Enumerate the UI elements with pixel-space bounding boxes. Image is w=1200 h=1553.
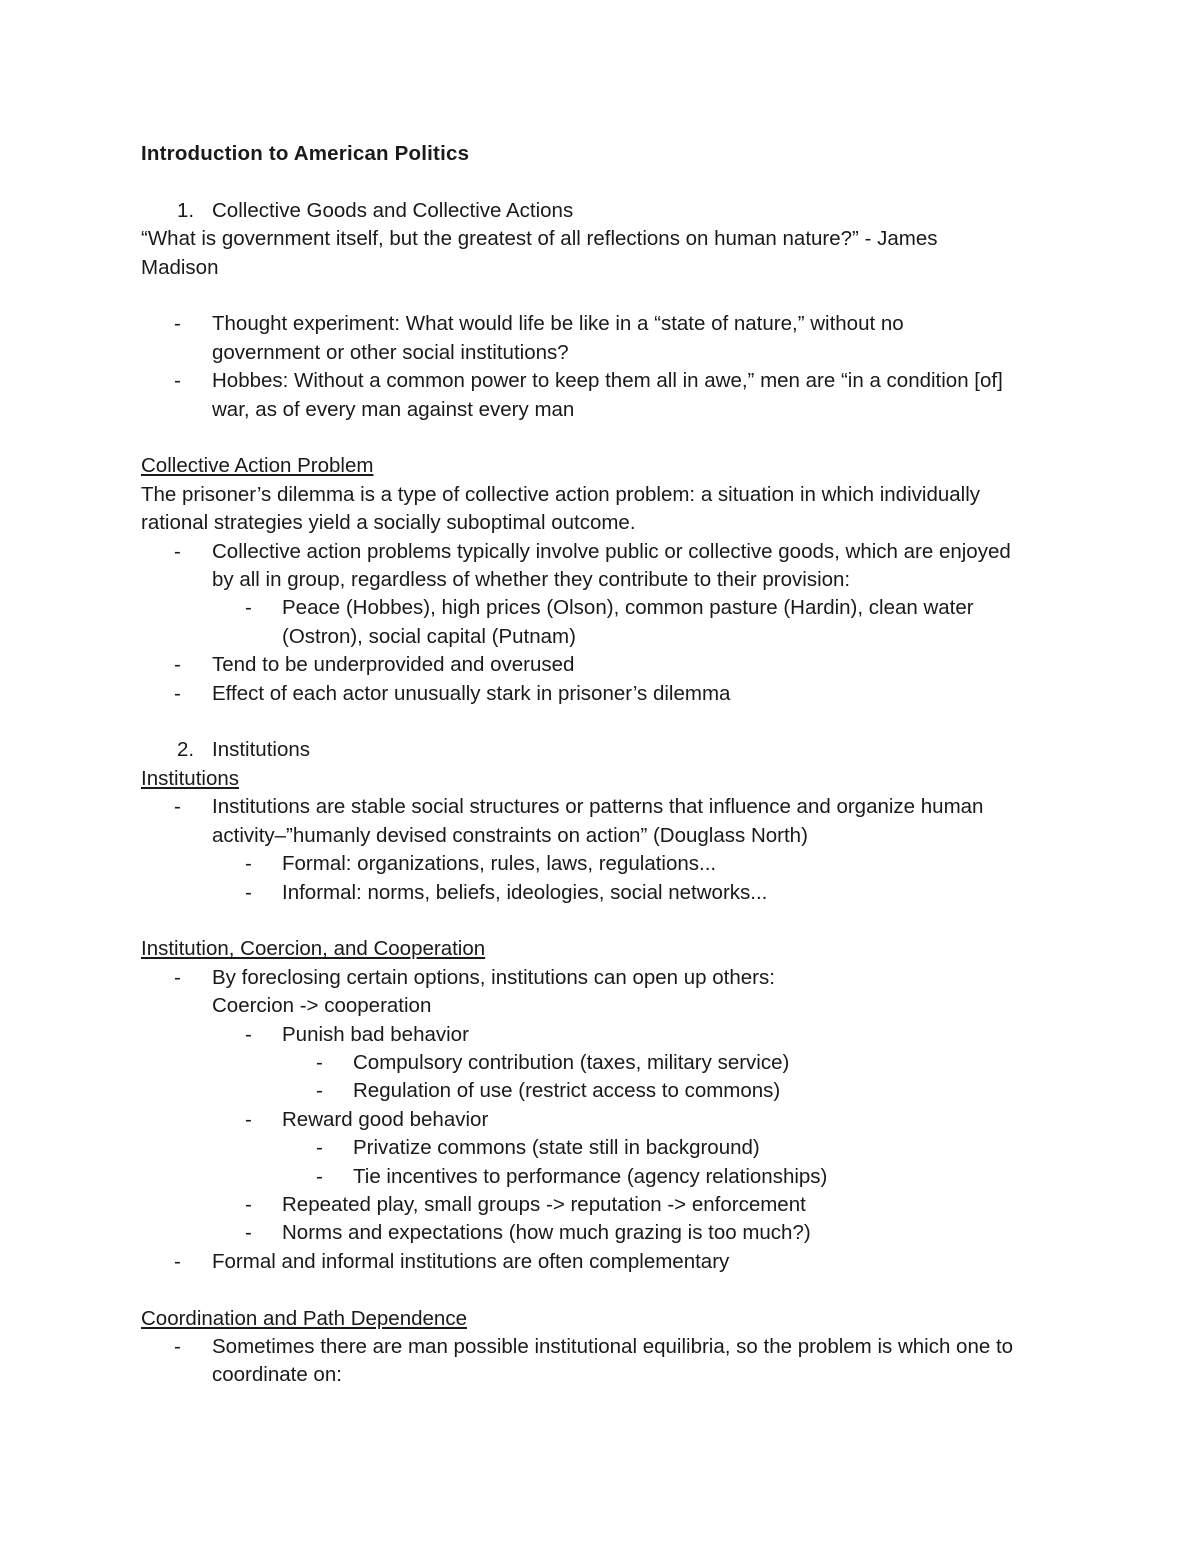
bullet-text-continued: war, as of every man against every man [212,397,575,421]
document-title: Introduction to American Politics [141,142,470,165]
bullet-text-continued: coordinate on: [212,1363,342,1387]
bullet-dash: - [174,795,181,819]
paragraph-line: The prisoner’s dilemma is a type of collective action problem: a situation in which individually [141,482,981,506]
bullet-dash: - [245,1107,252,1131]
bullet-text: Informal: norms, beliefs, ideologies, social networks... [282,880,768,904]
sub-bullet-item [141,1106,1081,1134]
bullet-dash: - [245,596,252,620]
sub-bullet-item [141,850,1081,878]
bullet-text: Tie incentives to performance (agency relationships) [353,1164,828,1188]
spacer [141,282,1081,310]
bullet-text-continued: by all in group, regardless of whether they contribute to their provision: [212,568,851,592]
bullet-dash: - [174,369,181,393]
bullet-text-continued: (Ostron), social capital (Putnam) [282,624,576,648]
bullet-dash: - [174,653,181,677]
bullet-dash: - [245,852,252,876]
bullet-text-continued: activity–”humanly devised constraints on action” (Douglass North) [212,823,808,847]
spacer [141,168,1081,196]
bullet-text: Hobbes: Without a common power to keep them all in awe,” men are “in a condition [of] [212,369,1003,393]
quote-line: Madison [141,255,219,279]
sub-bullet-item [141,1191,1081,1219]
bullet-dash: - [245,1022,252,1046]
sub-sub-bullet-item [141,1163,1081,1191]
bullet-text: Compulsory contribution (taxes, military service) [353,1050,790,1074]
sub-bullet-item [141,879,1081,907]
numbered-heading-text: Institutions [212,738,310,762]
list-number: 2. [177,738,195,762]
bullet-dash: - [174,1249,181,1273]
bullet-item [141,651,1081,679]
bullet-text: Repeated play, small groups -> reputation -> enforcement [282,1192,806,1216]
bullet-dash: - [174,1334,181,1358]
bullet-text: Punish bad behavior [282,1022,469,1046]
bullet-text: Norms and expectations (how much grazing is too much?) [282,1221,811,1245]
bullet-item [141,680,1081,708]
spacer [141,1276,1081,1304]
bullet-text: Regulation of use (restrict access to commons) [353,1079,781,1103]
bullet-text: By foreclosing certain options, institutions can open up others: [212,965,775,989]
bullet-text: Tend to be underprovided and overused [212,653,575,677]
bullet-dash: - [316,1050,323,1074]
paragraph-line: rational strategies yield a socially suboptimal outcome. [141,511,636,535]
numbered-heading-2 [141,736,1081,764]
bullet-dash: - [174,965,181,989]
sub-bullet-item [141,594,1081,622]
bullet-dash: - [174,681,181,705]
sub-sub-bullet-item [141,1134,1081,1162]
numbered-heading-1 [141,197,1081,225]
bullet-text-continued: Coercion -> cooperation [212,994,432,1018]
sub-bullet-item [141,1021,1081,1049]
numbered-heading-text: Collective Goods and Collective Actions [212,198,574,222]
bullet-item [141,1333,1081,1361]
bullet-dash: - [245,880,252,904]
section-heading: Institutions [141,766,239,790]
quote-line: “What is government itself, but the greatest of all reflections on human nature?” - James [141,227,938,251]
bullet-item [141,793,1081,821]
bullet-item [141,310,1081,338]
bullet-text: Effect of each actor unusually stark in prisoner’s dilemma [212,681,731,705]
section-heading: Coordination and Path Dependence [141,1306,467,1330]
bullet-text: Formal and informal institutions are often complementary [212,1249,730,1273]
bullet-item [141,1248,1081,1276]
bullet-dash: - [245,1192,252,1216]
bullet-text: Thought experiment: What would life be like in a “state of nature,” without no [212,312,904,336]
sub-sub-bullet-item [141,1077,1081,1105]
list-number: 1. [177,198,195,222]
bullet-text: Collective action problems typically involve public or collective goods, which are enjoyed [212,539,1011,563]
spacer [141,424,1081,452]
bullet-text: Formal: organizations, rules, laws, regulations... [282,852,717,876]
bullet-item [141,964,1081,992]
sub-bullet-item [141,1219,1081,1247]
bullet-dash: - [174,539,181,563]
bullet-text: Sometimes there are man possible institutional equilibria, so the problem is which one to [212,1334,1014,1358]
bullet-text-continued: government or other social institutions? [212,340,569,364]
spacer [141,907,1081,935]
bullet-dash: - [174,312,181,336]
bullet-text: Reward good behavior [282,1107,489,1131]
bullet-dash: - [245,1221,252,1245]
spacer [141,708,1081,736]
bullet-dash: - [316,1164,323,1188]
bullet-item [141,367,1081,395]
bullet-text: Institutions are stable social structures or patterns that influence and organize human [212,795,984,819]
section-heading: Collective Action Problem [141,454,374,478]
bullet-item [141,538,1081,566]
sub-sub-bullet-item [141,1049,1081,1077]
bullet-text: Privatize commons (state still in background) [353,1136,760,1160]
section-heading: Institution, Coercion, and Cooperation [141,937,486,961]
bullet-dash: - [316,1136,323,1160]
bullet-dash: - [316,1079,323,1103]
bullet-text: Peace (Hobbes), high prices (Olson), common pasture (Hardin), clean water [282,596,974,620]
document-page [141,140,1081,1390]
